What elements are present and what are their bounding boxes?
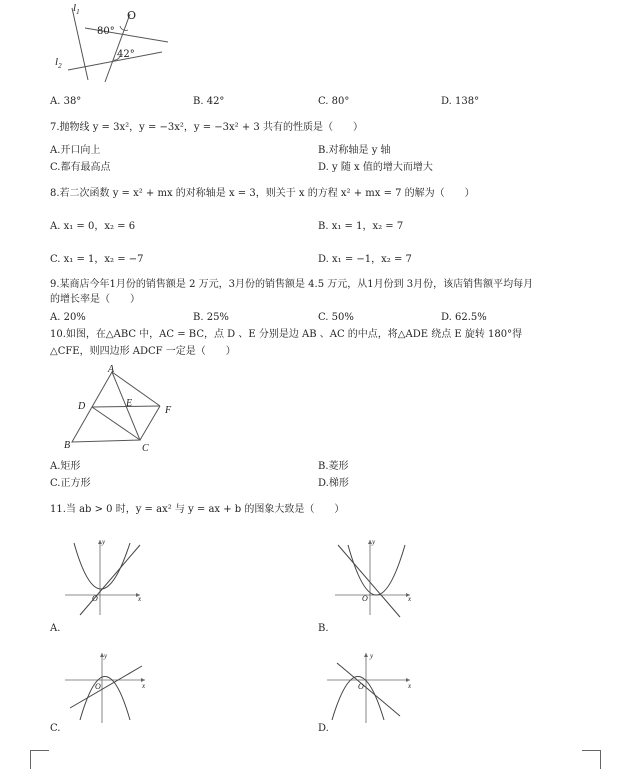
crop-mark-bottom-right: [582, 750, 601, 769]
q10-stem-line1: 10.如图，在△ABC 中，AC = BC，点 D 、E 分别是边 AB 、AC 的中点，将△ADE 绕点 E 旋转 180°得: [50, 329, 523, 340]
q11-b-y-label: y: [372, 538, 376, 546]
q7-option-a: A.开口向上: [50, 145, 101, 156]
q8-option-c: C. x₁ = 1，x₂ = −7: [50, 254, 144, 265]
q6-option-c: C. 80°: [318, 96, 350, 107]
q11-c-x-label: x: [142, 682, 146, 690]
q8-option-a: A. x₁ = 0，x₂ = 6: [50, 221, 136, 232]
q10-label-a: A: [108, 364, 115, 375]
q7-option-d: D. y 随 x 值的增大而增大: [318, 162, 433, 173]
q10-option-d: D.梯形: [318, 478, 349, 489]
q11-graph-c: [60, 648, 155, 728]
q10-label-e: E: [126, 398, 133, 409]
q6-figure: [50, 0, 180, 85]
q11-a-x-label: x: [138, 595, 142, 603]
q6-angle-42: 42°: [117, 49, 135, 60]
q10-label-c: C: [142, 443, 149, 454]
q10-option-a: A.矩形: [50, 461, 81, 472]
q6-label-point-o: O: [127, 9, 137, 22]
q10-option-c: C.正方形: [50, 478, 91, 489]
q11-option-b: B.: [318, 623, 329, 634]
crop-mark-bottom-left: [30, 750, 49, 769]
q8-stem: 8.若二次函数 y = x² + mx 的对称轴是 x = 3，则关于 x 的方程 x² + mx = 7 的解为（ ）: [50, 188, 475, 199]
q7-stem: 7.抛物线 y = 3x²，y = −3x²，y = −3x² + 3 共有的性质是（ ）: [50, 122, 363, 133]
q6-label-l2: $l_2$: [55, 56, 62, 71]
q11-d-x-label: x: [408, 682, 412, 690]
q11-a-y-label: y: [102, 538, 106, 546]
q7-option-c: C.都有最高点: [50, 162, 111, 173]
q11-b-origin: O: [362, 594, 368, 603]
q10-label-f: F: [165, 405, 172, 416]
q8-option-d: D. x₁ = −1，x₂ = 7: [318, 254, 412, 265]
q9-option-b: B. 25%: [193, 312, 229, 323]
q11-stem: 11.当 ab > 0 时，y = ax² 与 y = ax + b 的图象大致是（ ）: [50, 504, 345, 515]
q11-d-y-label: y: [370, 652, 374, 660]
q11-a-origin: O: [92, 594, 98, 603]
q10-option-b: B.菱形: [318, 461, 349, 472]
q6-option-a: A. 38°: [50, 96, 82, 107]
q11-c-y-label: y: [104, 652, 108, 660]
q9-stem-line1: 9.某商店今年1月份的销售额是 2 万元，3月份的销售额是 4.5 万元，从1月份到 3月份，该店销售额平均每月: [50, 279, 534, 290]
q7-option-b: B.对称轴是 y 轴: [318, 145, 391, 156]
q11-b-x-label: x: [408, 595, 412, 603]
q8-option-b: B. x₁ = 1，x₂ = 7: [318, 221, 404, 232]
q10-stem-line2: △CFE，则四边形 ADCF 一定是（ ）: [50, 346, 236, 357]
q10-label-d: D: [78, 401, 86, 412]
q11-c-origin: O: [95, 682, 101, 691]
q6-option-b: B. 42°: [193, 96, 225, 107]
q9-option-a: A. 20%: [50, 312, 86, 323]
q11-option-a: A.: [50, 623, 61, 634]
q9-stem-line2: 的增长率是（ ）: [50, 294, 140, 305]
q6-label-l1: $l_1$: [73, 2, 80, 17]
q9-option-c: C. 50%: [318, 312, 354, 323]
q11-d-origin: O: [358, 682, 364, 691]
q6-option-d: D. 138°: [441, 96, 480, 107]
q10-label-b: B: [64, 440, 71, 451]
q11-option-d: D.: [318, 723, 329, 734]
q11-option-c: C.: [50, 723, 61, 734]
q6-angle-80: 80°: [97, 26, 115, 37]
q9-option-d: D. 62.5%: [441, 312, 487, 323]
